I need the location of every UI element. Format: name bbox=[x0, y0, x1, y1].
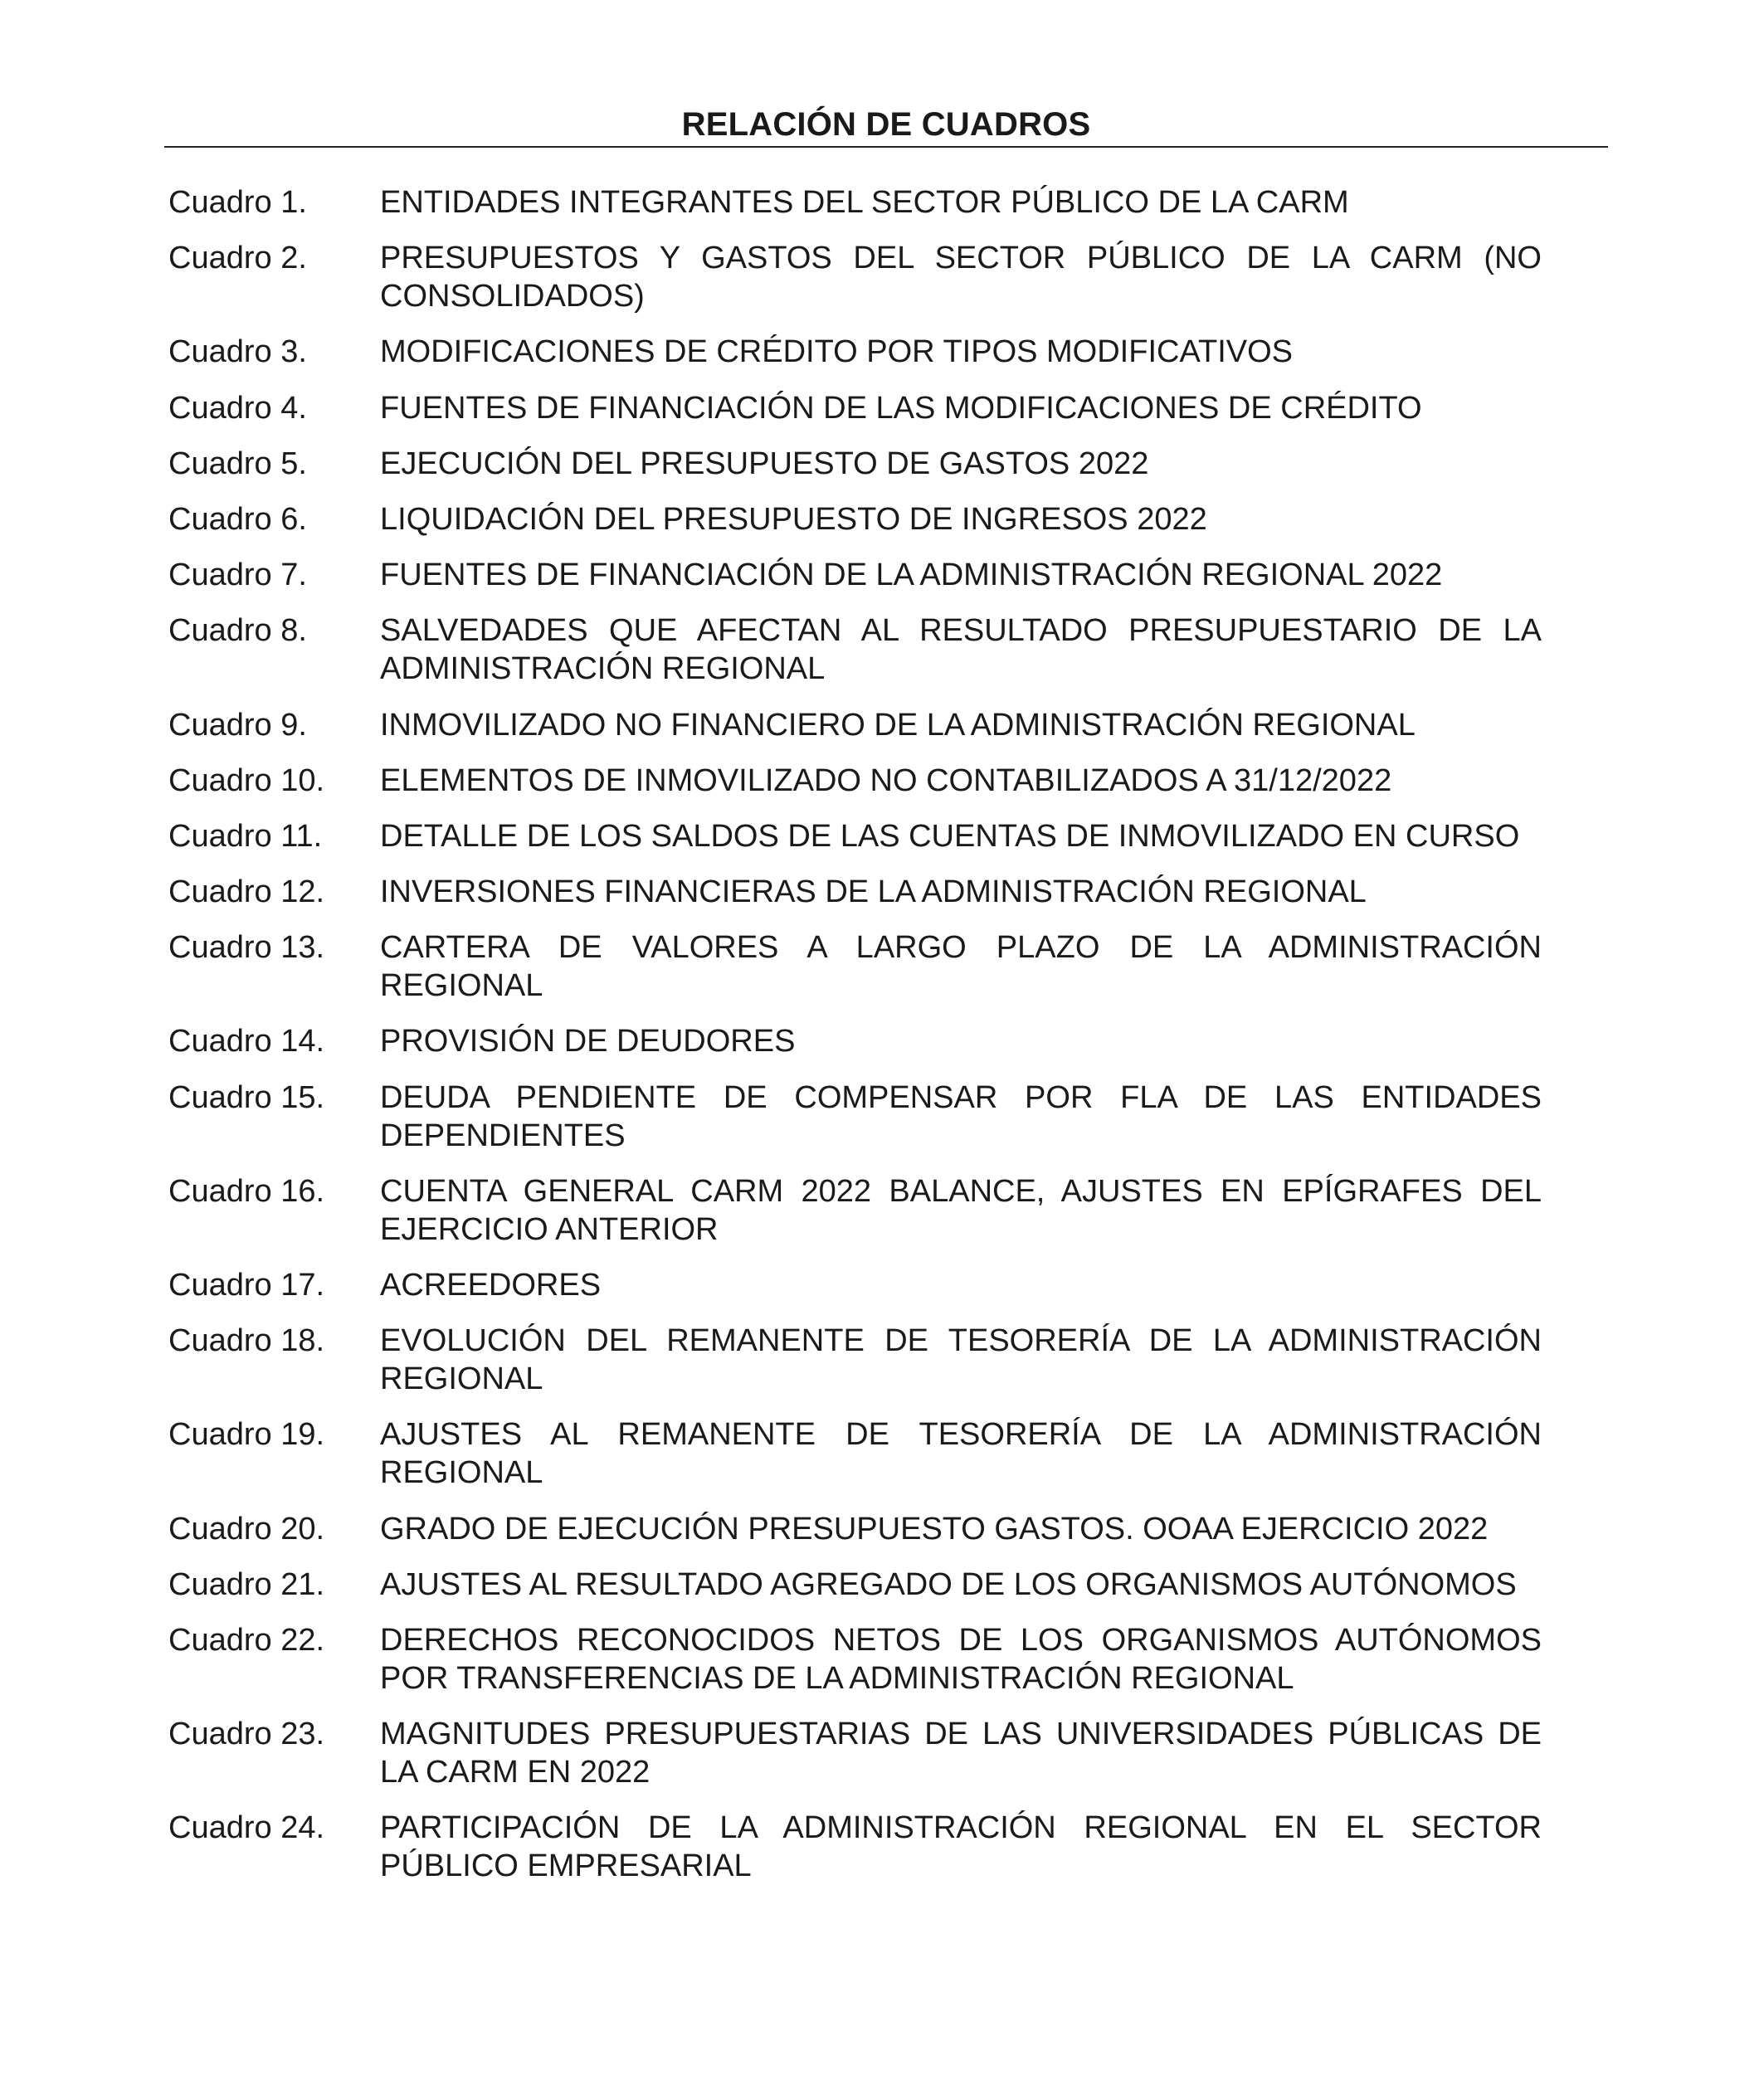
entry-label: Cuadro 10. bbox=[168, 762, 325, 798]
list-item bbox=[168, 928, 1542, 1005]
entry-label: Cuadro 1. bbox=[168, 185, 307, 220]
list-item bbox=[168, 1022, 1542, 1060]
list-item bbox=[168, 333, 1542, 371]
entry-text: EJECUCIÓN DEL PRESUPUESTO DE GASTOS 2022 bbox=[380, 446, 1149, 481]
entry-text: INMOVILIZADO NO FINANCIERO DE LA ADMINISTRACIÓN REGIONAL bbox=[380, 707, 1416, 743]
list-item bbox=[168, 445, 1542, 483]
list-item bbox=[168, 1415, 1542, 1492]
entry-label: Cuadro 2. bbox=[168, 241, 307, 276]
entry-label: Cuadro 18. bbox=[168, 1323, 325, 1359]
entry-label: Cuadro 3. bbox=[168, 334, 307, 370]
entry-text: PARTICIPACIÓN DE LA ADMINISTRACIÓN REGIONAL EN EL SECTOR PÚBLICO EMPRESARIAL bbox=[380, 1810, 1542, 1884]
entry-label: Cuadro 6. bbox=[168, 501, 307, 537]
entry-label: Cuadro 11. bbox=[168, 818, 323, 854]
entry-text: EVOLUCIÓN DEL REMANENTE DE TESORERÍA DE LA ADMINISTRACIÓN REGIONAL bbox=[380, 1323, 1542, 1397]
entry-text: MAGNITUDES PRESUPUESTARIAS DE LAS UNIVERSIDADES PÚBLICAS DE LA CARM EN 2022 bbox=[380, 1717, 1542, 1790]
entry-label: Cuadro 12. bbox=[168, 874, 325, 910]
entry-label: Cuadro 4. bbox=[168, 390, 307, 426]
entry-label: Cuadro 9. bbox=[168, 707, 307, 743]
list-item bbox=[168, 389, 1542, 427]
list-item bbox=[168, 817, 1542, 855]
entry-text: PRESUPUESTOS Y GASTOS DEL SECTOR PÚBLICO DE LA CARM (NO CONSOLIDADOS) bbox=[380, 241, 1542, 314]
list-item bbox=[168, 1621, 1542, 1698]
entry-text: SALVEDADES QUE AFECTAN AL RESULTADO PRESUPUESTARIO DE LA ADMINISTRACIÓN REGIONAL bbox=[380, 613, 1542, 687]
entry-text: LIQUIDACIÓN DEL PRESUPUESTO DE INGRESOS 2022 bbox=[380, 501, 1207, 537]
list-item bbox=[168, 873, 1542, 911]
entry-text: AJUSTES AL REMANENTE DE TESORERÍA DE LA ADMINISTRACIÓN REGIONAL bbox=[380, 1417, 1542, 1491]
entry-label: Cuadro 23. bbox=[168, 1717, 325, 1752]
entry-label: Cuadro 22. bbox=[168, 1622, 325, 1658]
entry-text: DEUDA PENDIENTE DE COMPENSAR POR FLA DE LAS ENTIDADES DEPENDIENTES bbox=[380, 1079, 1542, 1153]
list-item bbox=[168, 1079, 1542, 1155]
entry-text: GRADO DE EJECUCIÓN PRESUPUESTO GASTOS. OOAA EJERCICIO 2022 bbox=[380, 1511, 1489, 1547]
entry-text: INVERSIONES FINANCIERAS DE LA ADMINISTRACIÓN REGIONAL bbox=[380, 874, 1367, 910]
list-item bbox=[168, 1322, 1542, 1398]
entry-text: CARTERA DE VALORES A LARGO PLAZO DE LA ADMINISTRACIÓN REGIONAL bbox=[380, 930, 1542, 1004]
entry-text: FUENTES DE FINANCIACIÓN DE LAS MODIFICACIONES DE CRÉDITO bbox=[380, 390, 1422, 426]
list-item bbox=[168, 1715, 1542, 1791]
entry-label: Cuadro 17. bbox=[168, 1268, 325, 1303]
list-item bbox=[168, 183, 1542, 222]
list-item bbox=[168, 556, 1542, 594]
list-item bbox=[168, 1510, 1542, 1548]
list-item bbox=[168, 762, 1542, 800]
entry-label: Cuadro 7. bbox=[168, 558, 307, 593]
list-item bbox=[168, 500, 1542, 538]
entry-text: DERECHOS RECONOCIDOS NETOS DE LOS ORGANISMOS AUTÓNOMOS POR TRANSFERENCIAS DE LA ADMINISTRACIÓN REGIONAL bbox=[380, 1622, 1542, 1696]
list-item bbox=[168, 1266, 1542, 1304]
entry-label: Cuadro 8. bbox=[168, 613, 307, 649]
entry-label: Cuadro 20. bbox=[168, 1511, 325, 1547]
list-item bbox=[168, 239, 1542, 315]
entry-text: ELEMENTOS DE INMOVILIZADO NO CONTABILIZADOS A 31/12/2022 bbox=[380, 762, 1392, 798]
entry-label: Cuadro 24. bbox=[168, 1810, 325, 1846]
list-item bbox=[168, 706, 1542, 744]
entry-label: Cuadro 5. bbox=[168, 446, 307, 481]
entry-text: CUENTA GENERAL CARM 2022 BALANCE, AJUSTES EN EPÍGRAFES DEL EJERCICIO ANTERIOR bbox=[380, 1173, 1542, 1247]
list-item bbox=[168, 1172, 1542, 1249]
entry-text: ENTIDADES INTEGRANTES DEL SECTOR PÚBLICO DE LA CARM bbox=[380, 185, 1349, 220]
list-item bbox=[168, 611, 1542, 688]
entry-text: PROVISIÓN DE DEUDORES bbox=[380, 1024, 796, 1059]
entry-label: Cuadro 14. bbox=[168, 1024, 325, 1059]
title-underline bbox=[164, 146, 1608, 148]
entry-label: Cuadro 15. bbox=[168, 1079, 325, 1115]
entry-label: Cuadro 21. bbox=[168, 1566, 325, 1602]
entry-text: FUENTES DE FINANCIACIÓN DE LA ADMINISTRACIÓN REGIONAL 2022 bbox=[380, 558, 1443, 593]
entry-text: ACREEDORES bbox=[380, 1268, 602, 1303]
list-item bbox=[168, 1809, 1542, 1885]
entry-text: MODIFICACIONES DE CRÉDITO POR TIPOS MODIFICATIVOS bbox=[380, 334, 1293, 370]
entry-text: DETALLE DE LOS SALDOS DE LAS CUENTAS DE INMOVILIZADO EN CURSO bbox=[380, 818, 1520, 854]
entry-label: Cuadro 13. bbox=[168, 930, 325, 966]
entry-text: AJUSTES AL RESULTADO AGREGADO DE LOS ORGANISMOS AUTÓNOMOS bbox=[380, 1566, 1517, 1602]
entry-label: Cuadro 16. bbox=[168, 1173, 325, 1209]
entry-label: Cuadro 19. bbox=[168, 1417, 325, 1453]
page-title: RELACIÓN DE CUADROS bbox=[681, 106, 1091, 143]
list-item bbox=[168, 1566, 1542, 1604]
table-of-figures bbox=[168, 183, 1542, 1903]
